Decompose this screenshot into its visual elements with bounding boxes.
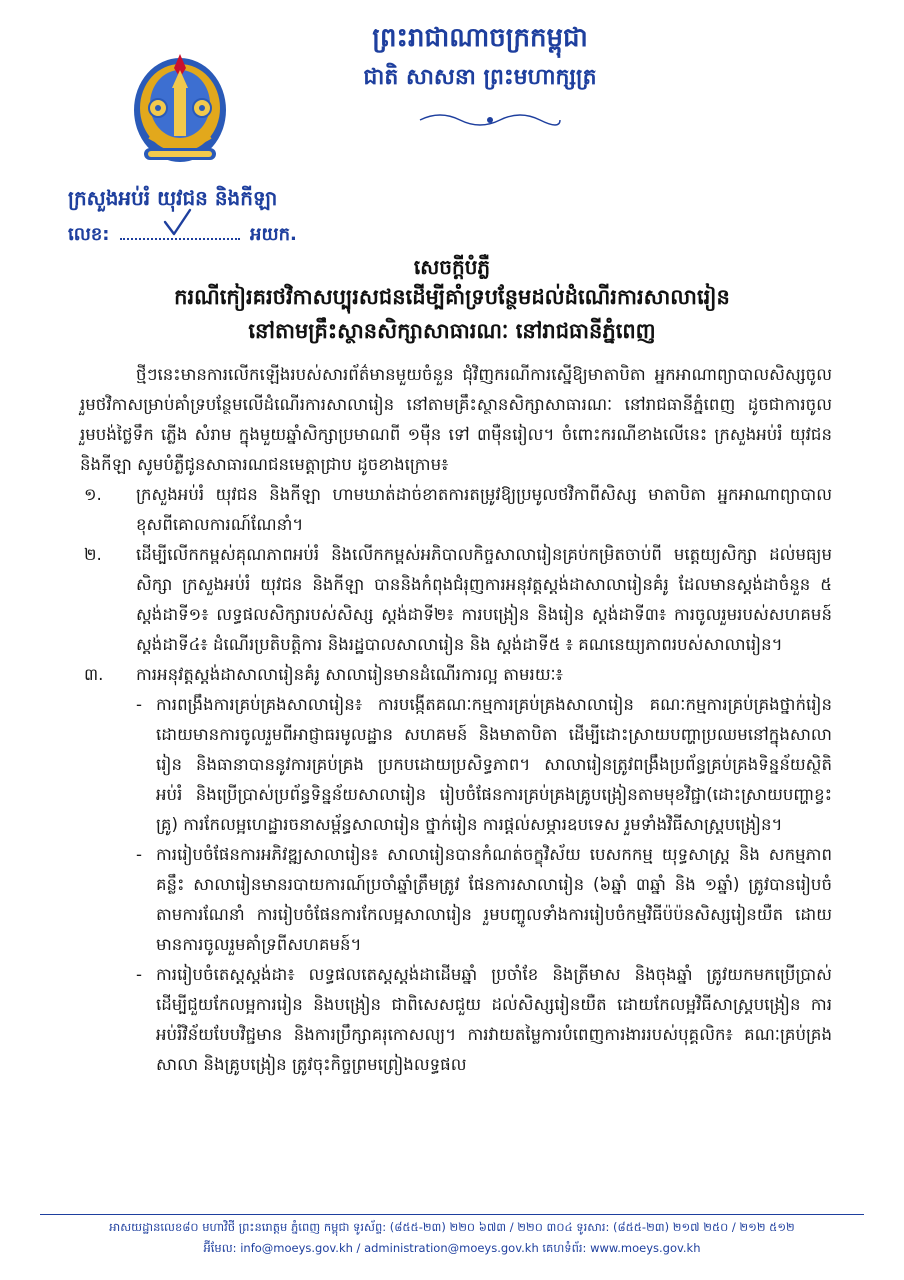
numbered-item (80, 540, 832, 660)
item-text: ក្រសួងអប់រំ យុវជន និងកីឡា ហាមឃាត់ដាច់ខាតការតម្រូវឱ្យប្រមូលថវិកាពីសិស្ស មាតាបិតា អ្នកអាណាព្យាបាលខុសពីគោលការណ៍ណែនាំ។ (136, 485, 832, 534)
reference-label: លេខ: (68, 224, 110, 245)
document-title-line-2: នៅតាមគ្រឹះស្ថានសិក្សាសាធារណៈ នៅរាជធានីភ្នំពេញ (248, 319, 656, 343)
national-motto: ជាតិ សាសនា ព្រះមហាក្សត្រ (363, 65, 597, 90)
bullet-text: ការពង្រឹងការគ្រប់គ្រងសាលារៀន៖ ការបង្កើតគណៈកម្មការគ្រប់គ្រងសាលារៀន គណៈកម្មការគ្រប់គ្រងថ្នាក់រៀន ដោយមានការចូលរួមពីអាជ្ញាធរមូលដ្ឋាន សហគមន៍ និងមាតាបិតា ដើម្បីដោះស្រាយបញ្ហាប្រឈមនៅក្នុងសាលារៀន និងធានាបាននូវការគ្រប់គ្រង ប្រកបដោយប្រសិទ្ធភាព។ សាលារៀនត្រូវពង្រឹងប្រព័ន្ធគ្រប់គ្រងទិន្នន័យស្ថិតិអប់រំ និងប្រើប្រាស់ប្រព័ន្ធទិន្នន័យសាលារៀន រៀបចំផែនការគ្រប់គ្រងគ្រូបង្រៀនតាមមុខវិជ្ជា(ដោះស្រាយបញ្ហាខ្វះគ្រូ) ការកែលម្អហេដ្ឋារចនាសម្ព័ន្ធសាលារៀន ថ្នាក់រៀន ការផ្តល់សម្ភារឧបទេស រួមទាំងវិធីសាស្ត្របង្រៀន។ (156, 695, 832, 834)
bullet-text: ការរៀបចំផែនការអភិវឌ្ឍសាលារៀន៖ សាលារៀនបានកំណត់ចក្ខុវិស័យ បេសកកម្ម យុទ្ធសាស្ត្រ និង សកម្មភាពគន្លឹះ សាលារៀនមានរបាយការណ៍ប្រចាំឆ្នាំត្រឹមត្រូវ ផែនការសាលារៀន (៦ឆ្នាំ ៣ឆ្នាំ និង ១ឆ្នាំ) ត្រូវបានរៀបចំតាមការណែនាំ ការរៀបចំផែនការកែលម្អសាលារៀន រួមបញ្ចូលទាំងការរៀបចំកម្មវិធីប៉ប៉នសិស្សរៀនយឺត ដោយមានការចូលរួមគាំទ្រពីសហគមន៍។ (156, 845, 832, 954)
item-number: ១. (84, 485, 102, 504)
item-text: ការអនុវត្តស្តង់ដាសាលារៀនគំរូ សាលារៀនមានដំណើរការល្អ តាមរយៈ៖ (136, 665, 563, 684)
item-text: ដើម្បីលើកកម្ពស់គុណភាពអប់រំ និងលើកកម្ពស់អភិបាលកិច្ចសាលារៀនគ្រប់កម្រិតចាប់ពី មត្តេយ្យសិក្សា ដល់មធ្យមសិក្សា ក្រសួងអប់រំ យុវជន និងកីឡា បាននិងកំពុងជំរុញការអនុវត្តស្តង់ដាសាលារៀនគំរូ ដែលមានស្តង់ដាចំនួន ៥ ស្តង់ដាទី១៖ លទ្ធផលសិក្សារបស់សិស្ស ស្តង់ដាទី២៖ ការបង្រៀន និងរៀន ស្តង់ដាទី៣៖ ការចូលរួមរបស់សហគមន៍ ស្តង់ដាទី៤៖ ដំណើរប្រតិបត្តិការ និងរដ្ឋបាលសាលារៀន និង ស្តង់ដាទី៥ ៖ គណនេយ្យភាពរបស់សាលារៀន។ (136, 545, 832, 654)
document-body (80, 360, 832, 1080)
ministry-name: ក្រសួងអប់រំ យុវជន និងកីឡា (68, 186, 278, 210)
kingdom-name: ព្រះរាជាណាចក្រកម្ពុជា (372, 23, 588, 53)
footer-contact: អ៊ីមែល: info@moeys.gov.kh / administration@moeys.gov.kh គេហទំព័រ: www.moeys.gov.kh (203, 1241, 701, 1255)
item-number: ២. (84, 545, 102, 564)
ministry-emblem-logo (130, 48, 230, 173)
bullet-item (80, 960, 832, 1080)
bullet-dash: - (136, 845, 142, 864)
bullet-dash: - (136, 965, 142, 984)
reference-blank (120, 222, 240, 240)
handwritten-check-mark (162, 208, 192, 238)
kingdom-header (330, 16, 630, 96)
footer-divider (40, 1214, 864, 1215)
ornament-divider (410, 110, 570, 130)
bullet-item (80, 690, 832, 840)
numbered-item (80, 660, 832, 690)
reference-suffix: អយក. (250, 224, 297, 245)
numbered-item (80, 480, 832, 540)
bullet-dash: - (136, 695, 142, 714)
footer-address: អាសយដ្ឋានលេខ៨០ មហាវិថី ព្រះនរោត្តម ភ្នំពេញ កម្ពុជា ទូរស័ព្ទ: (៨៥៥-២៣) ២២០ ៦៧៣ / ២២០ ៣០៤ ទូរសារ: (៨៥៥-២៣) ២១៧ ២៥០ / ២១២ ៥១២ (109, 1220, 795, 1234)
reference-number (68, 222, 297, 249)
document-title-line-1: ករណីកៀរគរថវិកាសប្បុរសជនដើម្បីគាំទ្របន្ថែមដល់ដំណើរការសាលារៀន (174, 285, 730, 309)
bullet-text: ការរៀបចំតេស្តស្តង់ដា៖ លទ្ធផលតេស្តស្តង់ដាដើមឆ្នាំ ប្រចាំខែ និងត្រីមាស និងចុងឆ្នាំ ត្រូវយកមកប្រើប្រាស់ ដើម្បីជួយកែលម្អការរៀន និងបង្រៀន ជាពិសេសជួយ ដល់សិស្សរៀនយឺត ដោយកែលម្អវិធីសាស្ត្របង្រៀន ការអប់រំវិន័យបែបវិជ្ជមាន និងការប្រឹក្សាគរុកោសល្យ។ ការវាយតម្លៃការបំពេញការងាររបស់បុគ្គលិក៖ គណៈគ្រប់គ្រងសាលា និងគ្រូបង្រៀន ត្រូវចុះកិច្ចព្រមព្រៀងលទ្ធផល (156, 965, 832, 1074)
item-number: ៣. (84, 665, 104, 684)
intro-paragraph: ថ្មីៗនេះមានការលើកឡើងរបស់សារព័ត៌មានមួយចំនួន ជុំវិញករណីការស្នើឱ្យមាតាបិតា អ្នកអាណាព្យាបាលសិស្សចូលរួមថវិកាសម្រាប់គាំទ្របន្ថែមលើដំណើរការសាលារៀន នៅតាមគ្រឹះស្ថានសិក្សាសាធារណៈ នៅរាជធានីភ្នំពេញ ដូចជាការចូលរួមបង់ថ្លៃទឹក ភ្លើង សំរាម ក្នុងមួយឆ្នាំសិក្សាប្រមាណពី ១ម៉ឺន ទៅ ៣ម៉ឺនរៀល។ ចំពោះករណីខាងលើនេះ ក្រសួងអប់រំ យុវជន និងកីឡា សូមបំភ្លឺជូនសាធារណជនមេត្តាជ្រាប ដូចខាងក្រោម៖ (80, 365, 832, 474)
document-type: សេចក្តីបំភ្លឺ (413, 255, 491, 279)
bullet-item (80, 840, 832, 960)
